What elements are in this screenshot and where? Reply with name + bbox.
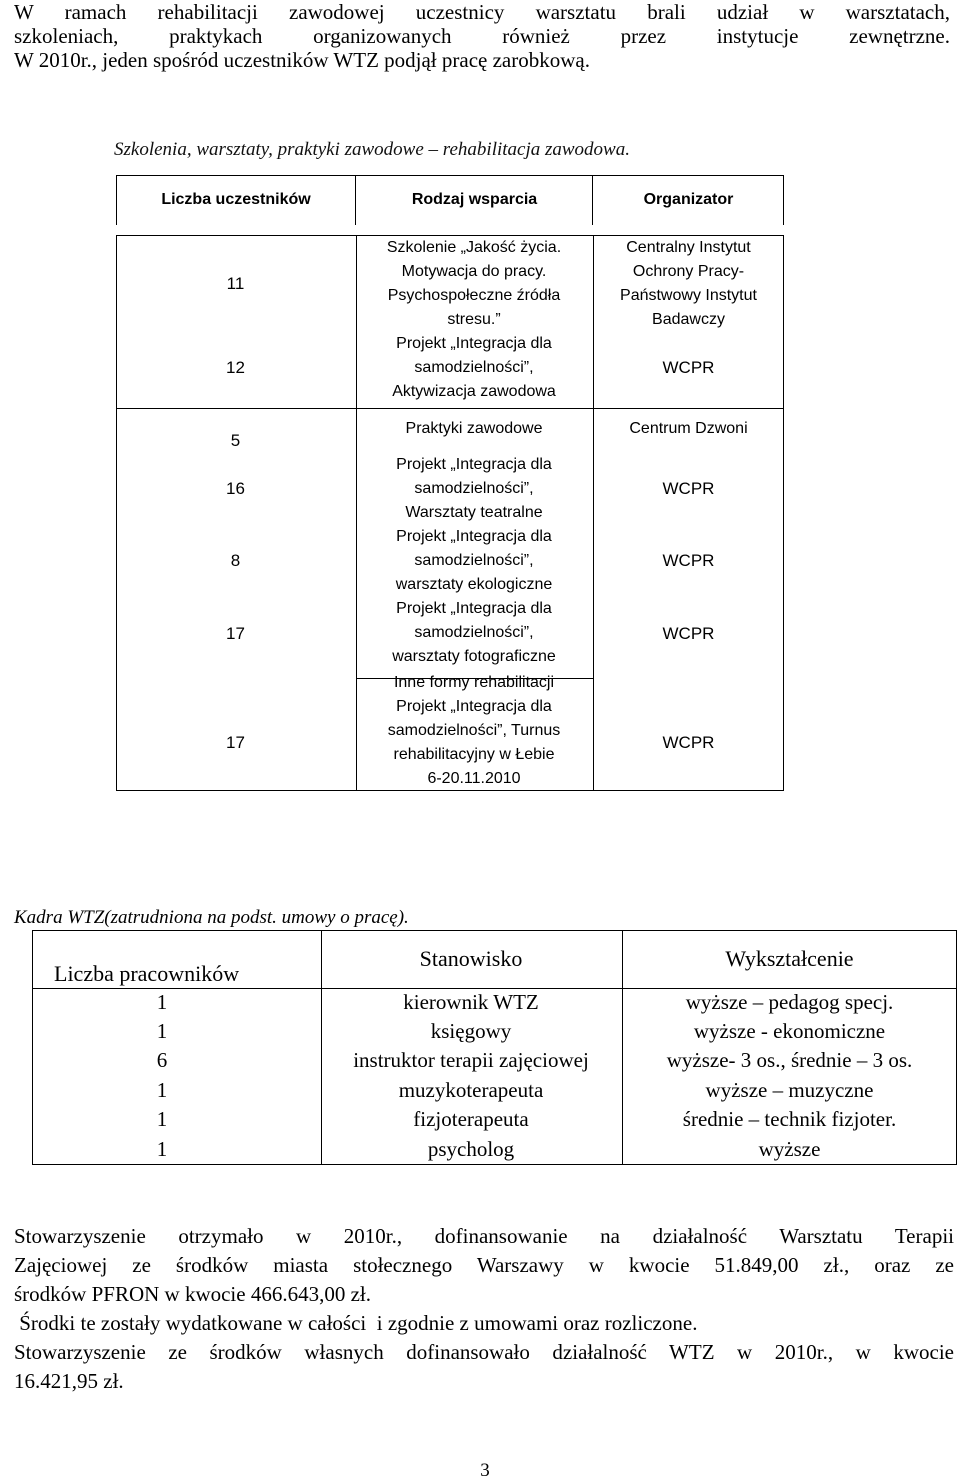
header-support-type: Rodzaj wsparcia: [411, 191, 538, 208]
funding-line-3: środków PFRON w kwocie 466.643,00 zł.: [14, 1282, 371, 1306]
header-employee-count: Liczba pracowników: [54, 961, 240, 986]
funding-line-6: 16.421,95 zł.: [14, 1369, 124, 1393]
cell-position: instruktor terapii zajęciowej: [353, 1048, 589, 1072]
support-line: Projekt „Integracja dla: [396, 698, 552, 715]
cell-education: średnie – technik fizjoter.: [682, 1107, 897, 1131]
funding-line-1: Stowarzyszenie otrzymało w 2010r., dofinansowanie na działalność Warsztatu Terapii: [14, 1224, 954, 1248]
support-camp: [356, 695, 592, 791]
support-block1: [356, 236, 592, 404]
count-11: 11: [226, 274, 245, 293]
support-line: samodzielności”, Turnus: [387, 722, 561, 739]
support-line: Projekt „Integracja dla: [396, 335, 552, 352]
cell-education: wyższe- 3 os., średnie – 3 os.: [666, 1048, 913, 1072]
cell-education: wyższe: [758, 1137, 821, 1161]
organizer-wcpr: WCPR: [662, 733, 715, 752]
count-12: 12: [226, 358, 245, 377]
organizer-wcpr: WCPR: [662, 551, 715, 570]
funding-line-5: Stowarzyszenie ze środków własnych dofinansowało działalność WTZ w 2010r., w kwocie: [14, 1340, 954, 1364]
support-line: stresu.”: [447, 311, 501, 328]
support-other: [356, 671, 592, 695]
cell-education: wyższe – muzyczne: [705, 1078, 874, 1102]
support-line: Projekt „Integracja dla: [396, 456, 552, 473]
table-row: [32, 1076, 957, 1105]
organizer-line: Państwowy Instytut: [620, 287, 757, 304]
cell-count: 1: [156, 1019, 168, 1043]
table-row: [32, 1017, 957, 1046]
support-line: Aktywizacja zawodowa: [392, 383, 556, 400]
intro-line-3: W 2010r., jeden spośród uczestników WTZ podjął pracę zarobkową.: [14, 48, 590, 72]
support-line: Szkolenie „Jakość życia.: [386, 239, 562, 256]
intro-line-2: szkoleniach, praktykach organizowanych również przez instytucje zewnętrzne.: [14, 24, 950, 48]
support-line: Motywacja do pracy.: [401, 263, 547, 280]
header-participants: Liczba uczestników: [161, 191, 311, 208]
count-8: 8: [230, 551, 241, 570]
cell-count: 1: [156, 1107, 168, 1131]
organizer-wcpr: WCPR: [662, 624, 715, 643]
support-line: warsztaty ekologiczne: [395, 576, 553, 593]
cell-position: fizjoterapeuta: [413, 1107, 529, 1131]
header-position: Stanowisko: [419, 946, 523, 971]
organizer-wcpr: WCPR: [662, 479, 715, 498]
organizer-ciop: [593, 236, 784, 332]
header-education: Wykształcenie: [725, 946, 854, 971]
support-practice: [356, 417, 592, 441]
table-row: [32, 1046, 957, 1075]
table1-header: [116, 175, 784, 225]
funding-line-4: Środki te zostały wydatkowane w całości i zgodnie z umowami oraz rozliczone.: [14, 1311, 698, 1335]
support-line: Psychospołeczne źródła: [387, 287, 561, 304]
support-line: Projekt „Integracja dla: [396, 600, 552, 617]
support-line: samodzielności”,: [414, 480, 534, 497]
support-photo: [356, 597, 592, 669]
cell-count: 1: [156, 1078, 168, 1102]
funding-line-2: Zajęciowej ze środków miasta stołecznego Warszawy w kwocie 51.849,00 zł., oraz ze: [14, 1253, 954, 1277]
cell-count: 1: [156, 990, 168, 1014]
organizer-wcpr: WCPR: [662, 358, 715, 377]
cell-education: wyższe – pedagog specj.: [685, 990, 894, 1014]
count-17: 17: [226, 624, 245, 643]
table-row: [32, 988, 957, 1017]
support-line: Warsztaty teatralne: [405, 504, 543, 521]
organizer-line: Ochrony Pracy-: [632, 263, 745, 280]
organizer-line: Centralny Instytut: [626, 239, 751, 256]
section-title-trainings: Szkolenia, warsztaty, praktyki zawodowe – rehabilitacja zawodowa.: [114, 139, 630, 160]
support-line: samodzielności”,: [414, 552, 534, 569]
cell-count: 6: [156, 1048, 168, 1072]
support-line: samodzielności”,: [414, 359, 534, 376]
cell-position: księgowy: [430, 1019, 512, 1043]
support-line: samodzielności”,: [414, 624, 534, 641]
support-theatre: [356, 453, 592, 525]
count-5: 5: [230, 431, 241, 450]
table-row: [32, 1135, 957, 1164]
support-line: 6-20.11.2010: [427, 770, 521, 787]
support-ecology: [356, 525, 592, 597]
header-organizer: Organizator: [643, 191, 734, 208]
support-line: rehabilitacyjny w Łebie: [393, 746, 555, 763]
table-row: [32, 1105, 957, 1134]
cell-education: wyższe - ekonomiczne: [693, 1019, 886, 1043]
organizer-centrum-dzwoni: Centrum Dzwoni: [629, 420, 748, 437]
intro-line-1: W ramach rehabilitacji zawodowej uczestnicy warsztatu brali udział w warsztatach,: [14, 0, 950, 24]
support-line: warsztaty fotograficzne: [392, 648, 556, 665]
page-number: 3: [480, 1460, 490, 1481]
cell-count: 1: [156, 1137, 168, 1161]
support-line: Inne formy rehabilitacji: [393, 674, 555, 691]
cell-position: psycholog: [427, 1137, 515, 1161]
organizer-line: Badawczy: [652, 311, 725, 328]
section-title-staff: Kadra WTZ(zatrudniona na podst. umowy o pracę).: [14, 907, 409, 928]
support-line: Praktyki zawodowe: [405, 420, 543, 437]
support-line: Projekt „Integracja dla: [396, 528, 552, 545]
count-16: 16: [226, 479, 245, 498]
cell-position: muzykoterapeuta: [398, 1078, 544, 1102]
count-17: 17: [226, 733, 245, 752]
cell-position: kierownik WTZ: [403, 990, 539, 1014]
